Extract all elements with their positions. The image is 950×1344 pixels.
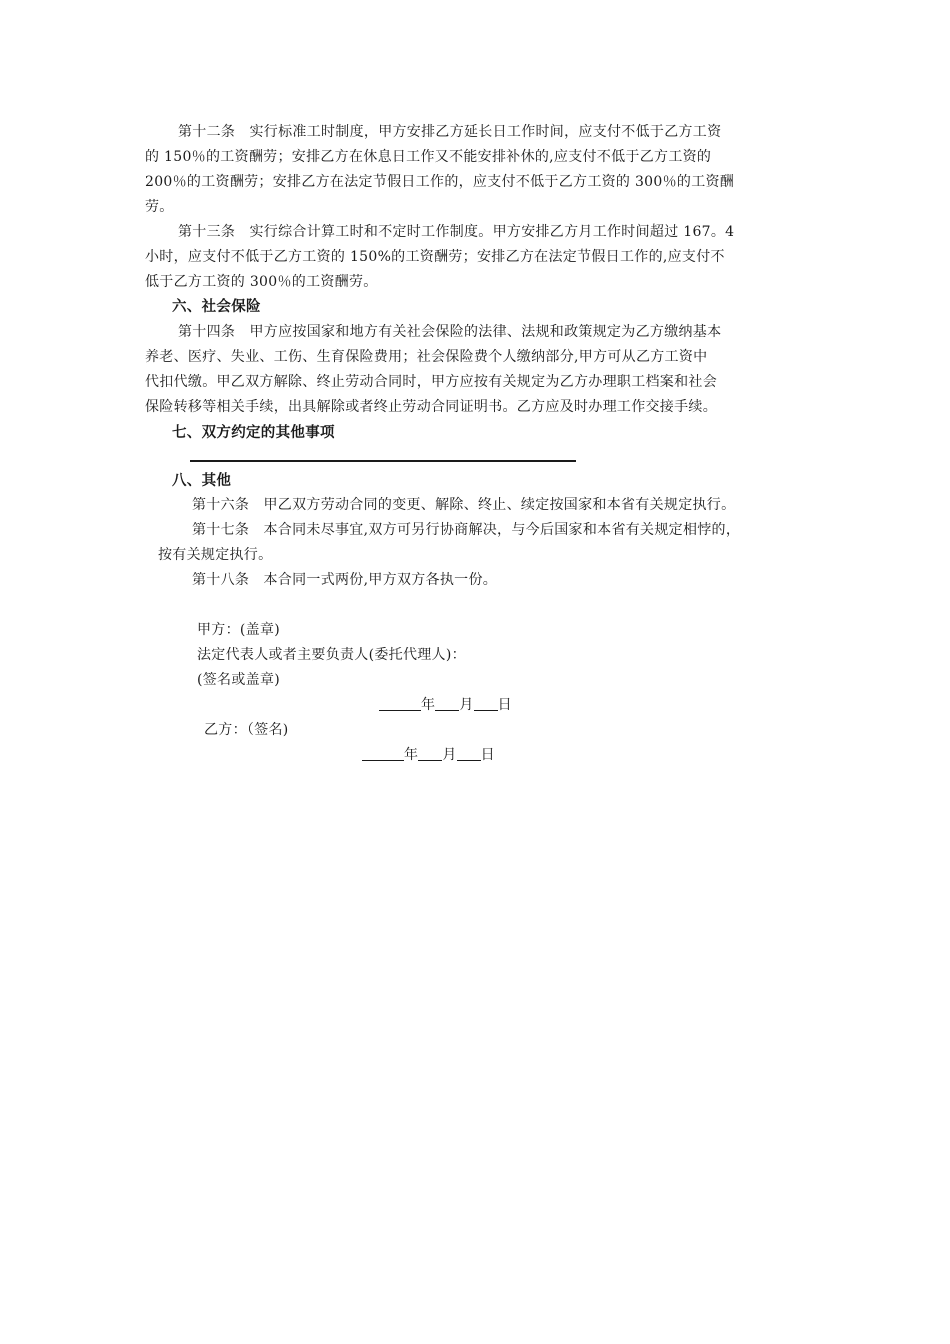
party-a-date bbox=[379, 695, 512, 715]
year-blank bbox=[362, 746, 404, 761]
article-14-line-3: 代扣代缴。甲乙双方解除、终止劳动合同时，甲方应按有关规定为乙方办理职工档案和社会 bbox=[145, 374, 717, 390]
party-b-sign: 乙方：（签名) bbox=[204, 722, 289, 738]
year-blank bbox=[379, 696, 421, 711]
month-blank bbox=[435, 696, 459, 711]
legal-representative: 法定代表人或者主要负责人(委托代理人)： bbox=[197, 647, 466, 663]
article-13-line-2: 小时，应支付不低于乙方工资的 150%的工资酬劳；安排乙方在法定节假日工作的,应支付不 bbox=[145, 249, 725, 265]
day-label: 日 bbox=[480, 747, 495, 763]
article-12-line-1: 第十二条 实行标准工时制度，甲方安排乙方延长日工作时间，应支付不低于乙方工资 bbox=[178, 124, 722, 140]
day-blank bbox=[457, 746, 481, 761]
section-7-heading: 七、双方约定的其他事项 bbox=[172, 425, 335, 441]
month-label: 月 bbox=[442, 747, 457, 763]
article-17-line-1: 第十七条 本合同未尽事宜,双方可另行协商解决，与今后国家和本省有关规定相悖的， bbox=[192, 522, 741, 538]
article-12-line-3: 200％的工资酬劳；安排乙方在法定节假日工作的，应支付不低于乙方工资的 300％的工资酬 bbox=[145, 174, 735, 190]
article-14-line-1: 第十四条 甲方应按国家和地方有关社会保险的法律、法规和政策规定为乙方缴纳基本 bbox=[178, 324, 722, 340]
month-label: 月 bbox=[459, 697, 474, 713]
sign-or-seal: (签名或盖章) bbox=[197, 672, 281, 688]
day-blank bbox=[474, 696, 498, 711]
article-18-line-1: 第十八条 本合同一式两份,甲方双方各执一份。 bbox=[192, 572, 498, 588]
article-13-line-1: 第十三条 实行综合计算工时和不定时工作制度。甲方安排乙方月工作时间超过 167。4 bbox=[178, 224, 735, 240]
section-6-heading: 六、社会保险 bbox=[172, 299, 261, 315]
month-blank bbox=[418, 746, 442, 761]
party-b-date bbox=[362, 745, 495, 765]
article-12-line-4: 劳。 bbox=[145, 199, 174, 215]
year-label: 年 bbox=[404, 747, 419, 763]
year-label: 年 bbox=[421, 697, 436, 713]
fill-in-line bbox=[190, 460, 576, 462]
article-14-line-4: 保险转移等相关手续，出具解除或者终止劳动合同证明书。乙方应及时办理工作交接手续。 bbox=[145, 399, 717, 415]
article-14-line-2: 养老、医疗、失业、工伤、生育保险费用；社会保险费个人缴纳部分,甲方可从乙方工资中 bbox=[145, 349, 708, 365]
article-16-line-1: 第十六条 甲乙双方劳动合同的变更、解除、终止、续定按国家和本省有关规定执行。 bbox=[192, 497, 736, 513]
article-17-line-2: 按有关规定执行。 bbox=[158, 547, 273, 563]
party-a-seal: 甲方：(盖章) bbox=[197, 622, 281, 638]
section-8-heading: 八、其他 bbox=[172, 473, 232, 489]
article-12-line-2: 的 150％的工资酬劳；安排乙方在休息日工作又不能安排补休的,应支付不低于乙方工资的 bbox=[145, 149, 712, 165]
article-13-line-3: 低于乙方工资的 300％的工资酬劳。 bbox=[145, 274, 378, 290]
day-label: 日 bbox=[497, 697, 512, 713]
